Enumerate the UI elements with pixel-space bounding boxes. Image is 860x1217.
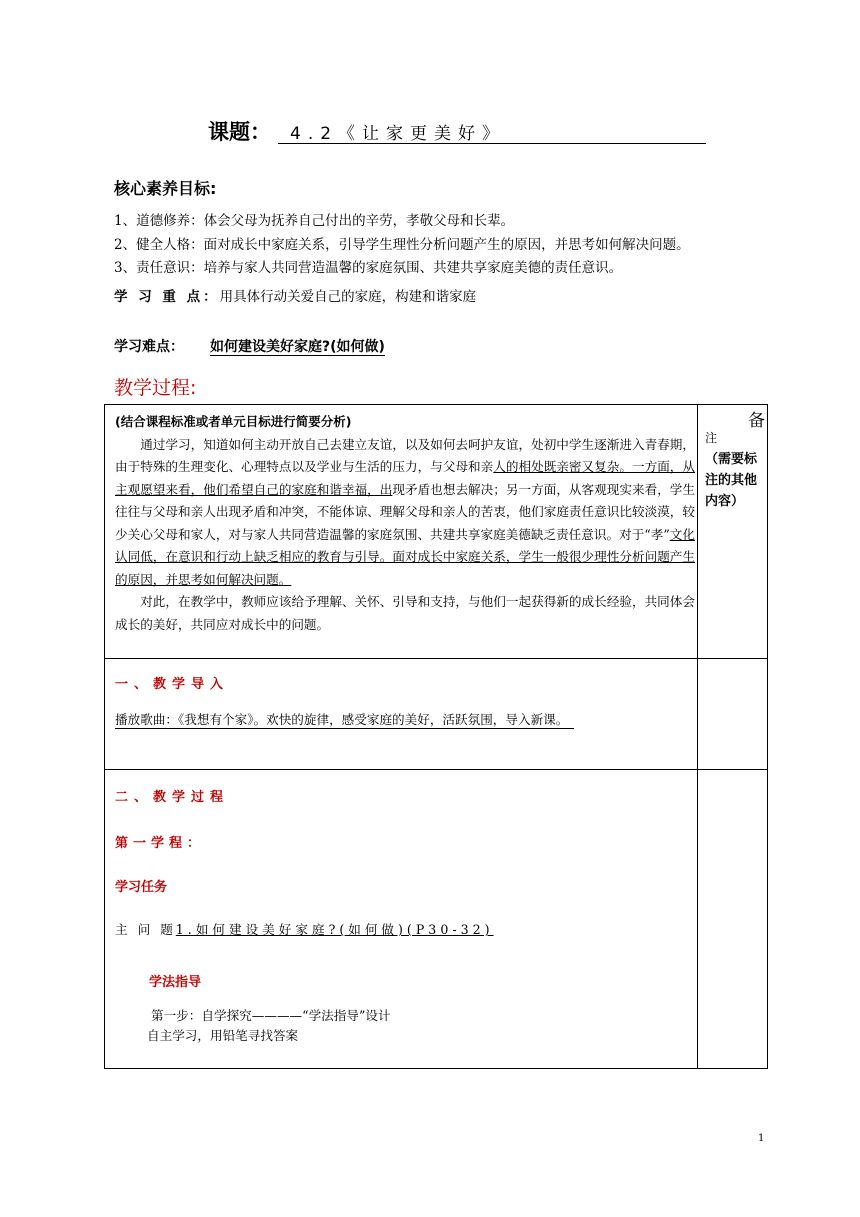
task-heading: 学习任务 bbox=[115, 880, 168, 895]
main-question bbox=[115, 919, 494, 938]
note-char-1: 备 bbox=[748, 411, 765, 431]
section-1-text: 播放歌曲：《我想有个家》。欢快的旋律，感受家庭的美好，活跃氛围，导入新课。 bbox=[115, 709, 574, 729]
intro-paragraph-2: 对此，在教学中，教师应该给予理解、关怀、引导和支持，与他们一起获得新的成长经验，共同体会成长的美好，共同应对成长中的问题。 bbox=[115, 594, 695, 632]
row-divider bbox=[105, 658, 767, 659]
core-goals-heading: 核心素养目标: bbox=[114, 179, 217, 198]
difficulty bbox=[114, 336, 385, 356]
key-point-text: 用具体行动关爱自己的家庭，构建和谐家庭 bbox=[219, 289, 477, 305]
difficulty-label: 学习难点： bbox=[114, 339, 184, 355]
notes-column bbox=[705, 411, 765, 512]
section-1-heading: 一、教学导入 bbox=[115, 677, 230, 692]
key-point bbox=[114, 285, 476, 305]
guide-step-1: 第一步：自学探究————“学法指导”设计 bbox=[151, 1008, 391, 1023]
section-2-heading: 二、教学过程 bbox=[115, 790, 230, 805]
lesson-table bbox=[104, 404, 768, 1069]
lesson-title bbox=[208, 116, 708, 148]
main-question-label: 主 问 题 bbox=[115, 922, 176, 937]
lesson-title-value: 4.2《让家更美好》 bbox=[278, 119, 706, 144]
main-question-text: 1.如何建设美好家庭?(如何做)(P30-32) bbox=[175, 922, 494, 937]
intro-heading: (结合课程标准或者单元目标进行简要分析) bbox=[115, 414, 352, 429]
process-heading: 教学过程: bbox=[114, 377, 197, 399]
goal-item: 2、健全人格：面对成长中家庭关系，引导学生理性分析问题产生的原因，并思考如何解决问题。 bbox=[114, 237, 690, 253]
guide-heading: 学法指导 bbox=[149, 975, 202, 990]
goal-item: 1、道德修养：体会父母为抚养自己付出的辛劳，孝敬父母和长辈。 bbox=[114, 213, 515, 229]
guide-step-2: 自主学习，用铅笔寻找答案 bbox=[147, 1028, 299, 1043]
intro-analysis bbox=[115, 411, 695, 636]
goal-item: 3、责任意识：培养与家人共同营造温馨的家庭氛围、共建共享家庭美德的责任意识。 bbox=[114, 260, 623, 276]
row-divider bbox=[105, 769, 767, 770]
note-char-2: 注 bbox=[705, 431, 718, 445]
key-point-label: 学 习 重 点： bbox=[114, 289, 220, 305]
note-text: （需要标注的其他内容） bbox=[705, 452, 758, 509]
page-number: 1 bbox=[758, 1133, 765, 1144]
difficulty-text: 如何建设美好家庭?(如何做) bbox=[210, 339, 385, 355]
lesson-title-label: 课题： bbox=[208, 120, 271, 144]
step-heading: 第一学程： bbox=[115, 836, 206, 851]
column-divider bbox=[697, 405, 698, 1068]
intro-paragraph-1: 通过学习，知道如何主动开放自己去建立友谊，以及如何去呵护友谊，处初中学生逐渐进入青春期，由于特殊的生理变化、心理特点以及学业与生活的压力，与父母和亲人的相处既亲密又复杂。一方面，从主观愿望来看，他们希望自己的家庭和谐幸福，出现矛盾也想去解决；另一方面，从客观现实来看，学生往往与父母和亲人出现矛盾和冲突，不能体谅、理解父母和亲人的苦衷，他们家庭责任意识比较淡漠，较少关心父母和家人，对与家人共同营造温馨的家庭氛围、共建共享家庭美德缺乏责任意识。对于“孝”文化认同低，在意识和行动上缺乏相应的教育与引导。面对成长中家庭关系，学生一般很少理性分析问题产生的原因，并思考如何解决问题。 bbox=[115, 436, 696, 587]
